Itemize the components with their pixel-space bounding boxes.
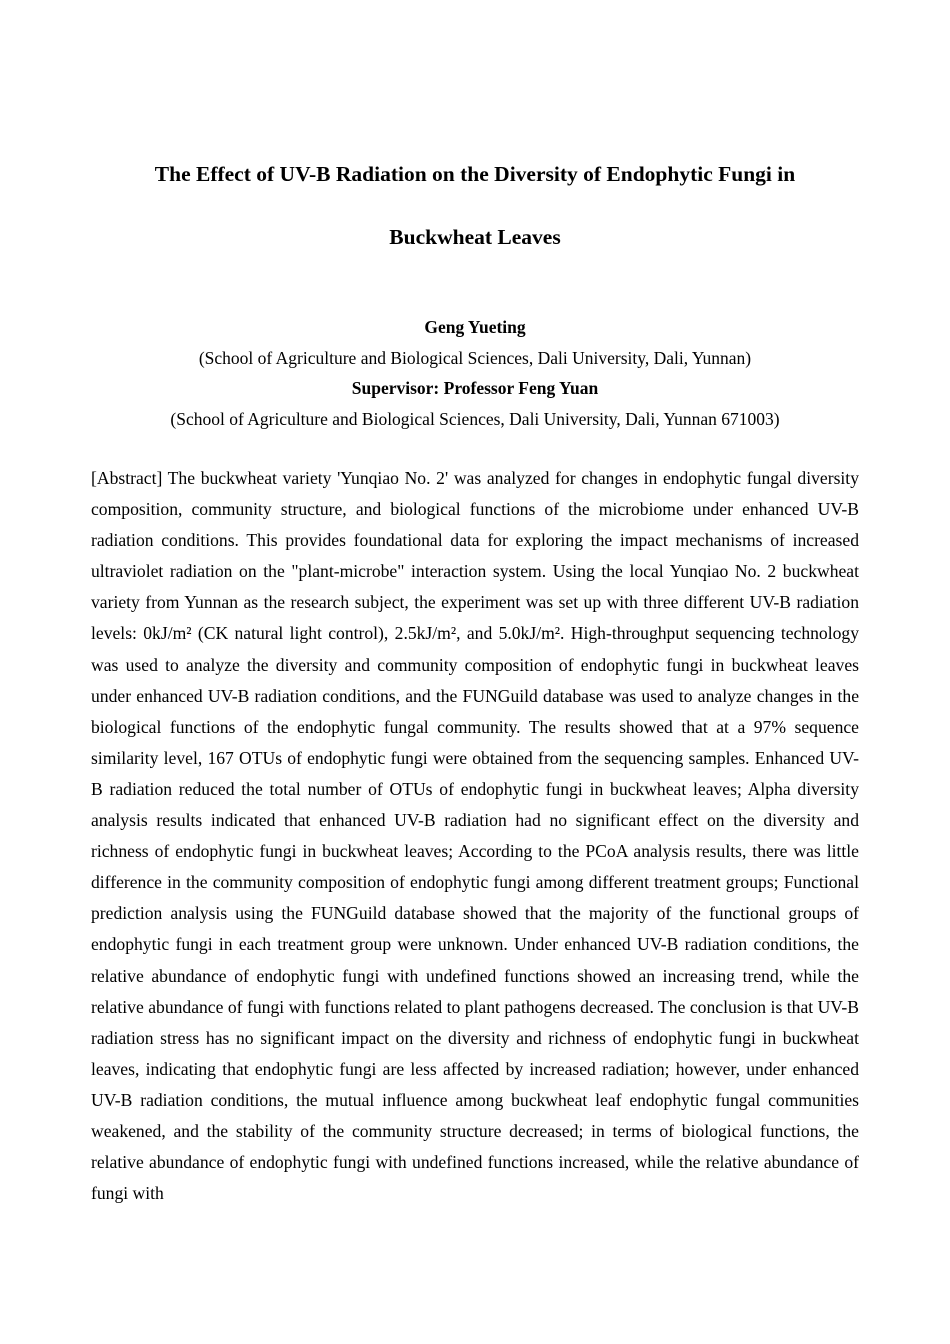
supervisor-name: Supervisor: Professor Feng Yuan xyxy=(351,378,599,399)
title-line-2: Buckwheat Leaves xyxy=(389,225,561,249)
author-affiliation: (School of Agriculture and Biological Sciences, Dali University, Dali, Yunnan) xyxy=(198,347,752,368)
abstract-paragraph: [Abstract] The buckwheat variety 'Yunqiao No. 2' was analyzed for changes in endophytic fungal diversity composition, community structure, and biological functions of the microbiome under enhanced UV-B radiation conditions. This provides foundational data for exploring the impact mechanisms of increased ultraviolet radiation on the "plant-microbe" interaction system. Using the local Yunqiao No. 2 buckwheat variety from Yunnan as the research subject, the experiment was set up with three different UV-B radiation levels: 0kJ/m² (CK natural light control), 2.5kJ/m², and 5.0kJ/m². High-throughput sequencing technology was used to analyze the diversity and community composition of endophytic fungi in buckwheat leaves under enhanced UV-B radiation conditions, and the FUNGuild database was used to analyze changes in the biological functions of the endophytic fungal community. The results showed that at a 97% sequence similarity level, 167 OTUs of endophytic fungi were obtained from the sequencing samples. Enhanced UV-B radiation reduced the total number of OTUs of endophytic fungi in buckwheat leaves; Alpha diversity analysis results indicated that enhanced UV-B radiation had no significant effect on the diversity and richness of endophytic fungi in buckwheat leaves; According to the PCoA analysis results, there was little difference in the community composition of endophytic fungi among different treatment groups; Functional prediction analysis using the FUNGuild database showed that the majority of the functional groups of endophytic fungi in each treatment group were unknown. Under enhanced UV-B radiation conditions, the relative abundance of endophytic fungi with undefined functions showed an increasing trend, while the relative abundance of fungi with functions related to plant pathogens decreased. The conclusion is that UV-B radiation stress has no significant impact on the diversity and richness of endophytic fungi in buckwheat leaves, indicating that endophytic fungi are less affected by increased radiation; however, under enhanced UV-B radiation conditions, the mutual influence among buckwheat leaf endophytic fungal communities weakened, and the stability of the community structure decreased; in terms of biological functions, the relative abundance of endophytic fungi with undefined functions increased, while the relative abundance of fungi with xyxy=(91,468,859,1204)
author-name: Geng Yueting xyxy=(424,317,526,337)
title-line-1: The Effect of UV-B Radiation on the Diversity of Endophytic Fungi in xyxy=(154,162,796,186)
paper-title xyxy=(90,143,860,269)
supervisor-affiliation: (School of Agriculture and Biological Sciences, Dali University, Dali, Yunnan 671003) xyxy=(170,409,780,430)
author-block xyxy=(60,312,890,435)
